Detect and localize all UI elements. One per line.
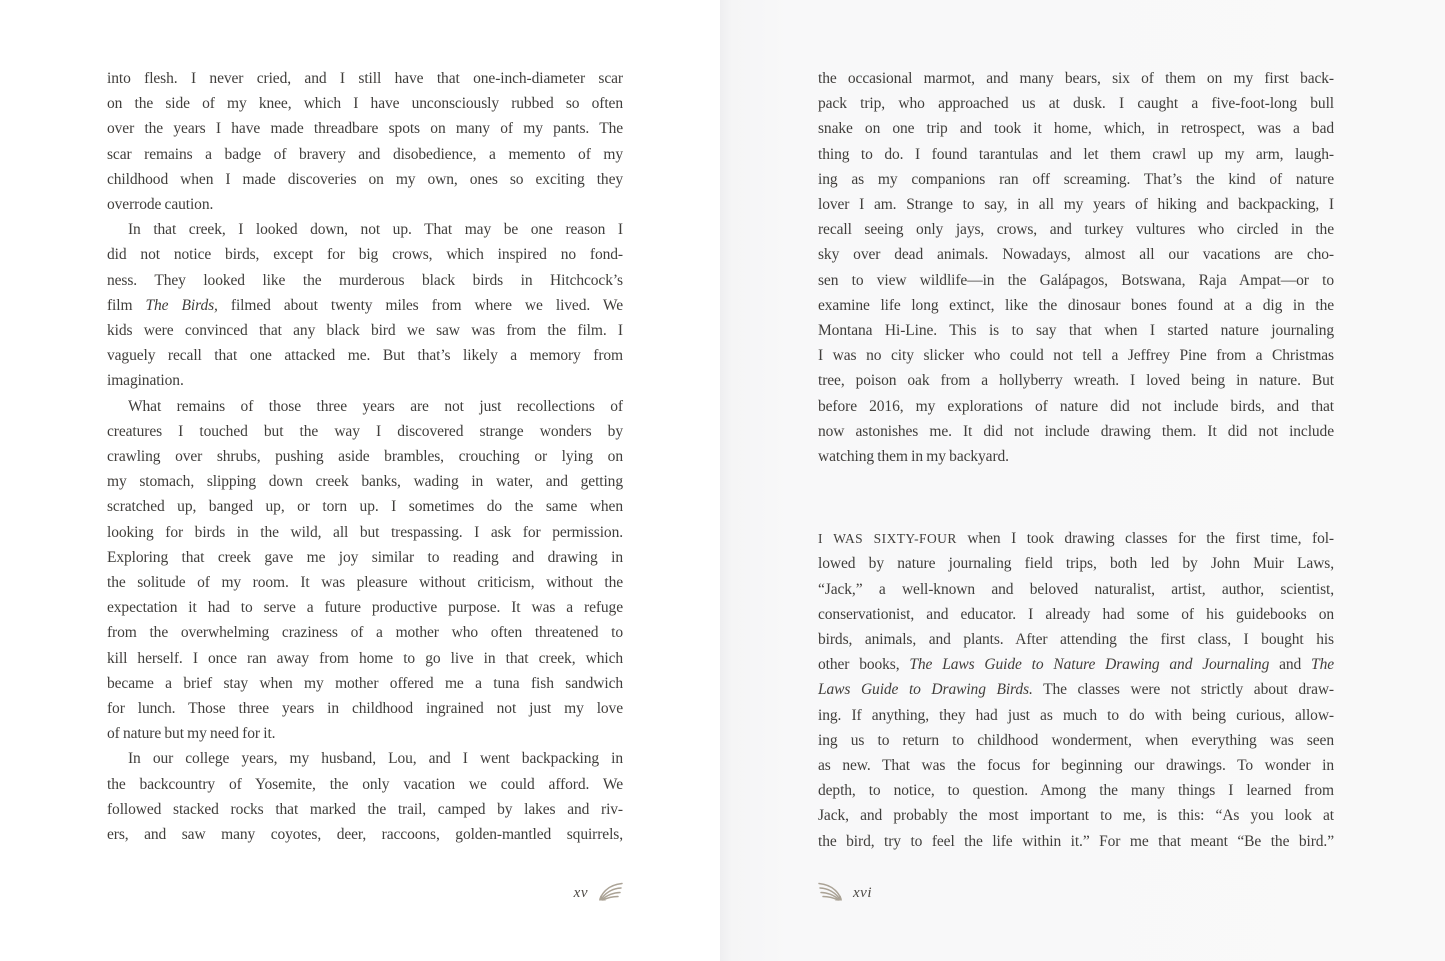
text-line [107, 268, 623, 293]
text-line [818, 242, 1334, 267]
text-segment: the occasional marmot, and many bears, six of them on my first back- [818, 70, 1334, 87]
text-line [107, 671, 623, 696]
text-line [107, 242, 623, 267]
text-segment: kill herself. I once ran away from home to go live in that creek, which [107, 649, 623, 667]
text-segment: became a brief stay when my mother offered me a tuna fish sandwich [107, 674, 623, 692]
text-line [107, 116, 623, 141]
text-segment: snake on one trip and took it home, which, in retrospect, was a bad [818, 120, 1334, 138]
italic-text: The [1311, 656, 1334, 674]
text-segment: crawling over shrubs, pushing aside brambles, crouching or lying on [107, 448, 623, 466]
text-segment: “Jack,” a well-known and beloved naturalist, artist, author, scientist, [818, 580, 1334, 598]
text-segment: looking for birds in the wild, all but trespassing. I ask for permission. [107, 523, 623, 541]
text-segment: Exploring that creek gave me joy similar to reading and drawing in [107, 548, 623, 566]
text-line [818, 753, 1334, 778]
text-segment: and [1269, 656, 1312, 674]
text-line [818, 551, 1334, 576]
text-line [818, 677, 1334, 702]
right-page-footer [818, 881, 1334, 909]
right-page-text [818, 66, 1334, 854]
text-line [818, 318, 1334, 343]
text-line [107, 520, 623, 545]
text-segment: the bird, try to feel the life within it.” For me that meant “Be the bird.” [818, 832, 1334, 850]
text-segment: ing. If anything, they had just as much to do with being curious, allow- [818, 706, 1334, 724]
text-segment: my stomach, slipping down creek banks, wading in water, and getting [107, 473, 623, 491]
text-line [818, 829, 1334, 854]
text-line [818, 192, 1334, 217]
text-segment: Jack, and probably the most important to me, is this: “As you look at [818, 807, 1334, 825]
text-line [818, 526, 1334, 551]
text-line [107, 797, 623, 822]
text-segment: lowed by nature journaling field trips, both led by John Muir Laws, [818, 555, 1334, 573]
text-segment: for lunch. Those three years in childhood ingrained not just my love [107, 700, 623, 718]
text-segment: I was no city slicker who could not tell a Jeffrey Pine from a Christmas [818, 347, 1334, 365]
feather-fan-ornament-icon [818, 882, 844, 909]
text-segment: expectation it had to serve a future productive purpose. It was a refuge [107, 599, 623, 617]
text-segment: the solitude of my room. It was pleasure without criticism, without the [107, 574, 623, 592]
text-segment: vaguely recall that one attacked me. But that’s likely a memory from [107, 347, 623, 365]
text-segment: ers, and saw many coyotes, deer, raccoons, golden-mantled squirrels, [107, 826, 623, 844]
text-line [818, 66, 1334, 91]
left-page [0, 0, 720, 961]
section-break [818, 469, 1334, 526]
text-line [107, 746, 623, 771]
text-segment: filmed about twenty miles from where we lived. We [217, 296, 624, 314]
text-line [107, 494, 623, 519]
text-segment: tree, poison oak from a hollyberry wreath. I loved being in nature. But [818, 372, 1334, 390]
text-segment: imagination. [107, 372, 184, 390]
text-line [107, 66, 623, 91]
text-segment: Montana Hi-Line. This is to say that when I started nature journaling [818, 322, 1334, 340]
text-segment: when I took drawing classes for the first time, fol- [956, 530, 1334, 548]
page-number: xvi [853, 885, 872, 901]
text-line [818, 419, 1334, 444]
text-segment: scratched up, banged up, or torn up. I sometimes do the same when [107, 498, 623, 516]
text-line [107, 646, 623, 671]
page-number: xv [573, 885, 588, 901]
text-segment: as new. That was the focus for beginning our drawings. To wonder in [818, 757, 1334, 775]
text-segment: did not notice birds, except for big crows, which inspired no fond- [107, 246, 623, 264]
text-line [818, 217, 1334, 242]
text-line [818, 703, 1334, 728]
text-line [107, 293, 623, 318]
feather-fan-ornament-icon [597, 882, 623, 909]
text-segment: of nature but my need for it. [107, 725, 276, 743]
text-line [107, 343, 623, 368]
text-line [818, 577, 1334, 602]
text-line [107, 91, 623, 116]
text-segment: followed stacked rocks that marked the trail, camped by lakes and riv- [107, 800, 623, 818]
text-segment: recall seeing only jays, crows, and turkey vultures who circled in the [818, 221, 1334, 239]
text-line [107, 469, 623, 494]
text-segment: childhood when I made discoveries on my own, ones so exciting they [107, 170, 623, 188]
text-segment: sky over dead animals. Nowadays, almost all our vacations are cho- [818, 246, 1334, 264]
text-segment: In that creek, I looked down, not up. That may be one reason I [128, 221, 623, 239]
text-line [818, 91, 1334, 116]
text-segment: now astonishes me. It did not include drawing them. It did not include [818, 422, 1334, 440]
text-line [818, 652, 1334, 677]
text-line [818, 394, 1334, 419]
right-page [720, 0, 1445, 961]
text-line [107, 419, 623, 444]
italic-text: The Birds, [145, 296, 218, 314]
text-segment: conservationist, and educator. I already had some of his guidebooks on [818, 605, 1334, 623]
text-segment: depth, to notice, to question. Among the many things I learned from [818, 782, 1334, 800]
text-line [818, 368, 1334, 393]
text-segment: What remains of those three years are not just recollections of [128, 397, 623, 415]
italic-text: Laws Guide to Drawing Birds. [818, 681, 1033, 699]
text-segment: In our college years, my husband, Lou, and I went backpacking in [128, 750, 623, 768]
text-line [107, 217, 623, 242]
text-line [818, 728, 1334, 753]
text-segment: other books, [818, 656, 910, 674]
text-line [107, 570, 623, 595]
text-line [818, 778, 1334, 803]
text-line [818, 602, 1334, 627]
text-line [107, 368, 623, 393]
left-page-text [107, 66, 623, 847]
text-line [107, 772, 623, 797]
text-segment: thing to do. I found tarantulas and let them crawl up my arm, laugh- [818, 145, 1334, 163]
text-segment: overrode caution. [107, 196, 214, 214]
text-line [107, 167, 623, 192]
italic-text: The Laws Guide to Nature Drawing and Journaling [909, 656, 1270, 674]
text-segment: from the overwhelming craziness of a mother who often threatened to [107, 624, 623, 642]
text-line [107, 545, 623, 570]
text-segment: birds, animals, and plants. After attending the first class, I bought his [818, 631, 1334, 649]
text-segment: lover I am. Strange to say, in all my years of hiking and backpacking, I [818, 196, 1334, 214]
text-line [107, 696, 623, 721]
text-segment: examine life long extinct, like the dinosaur bones found at a dig in the [818, 296, 1334, 314]
text-segment: The classes were not strictly about draw- [1032, 681, 1334, 699]
text-segment: kids were convinced that any black bird we saw was from the film. I [107, 322, 623, 340]
text-line [107, 318, 623, 343]
text-segment: watching them in my backyard. [818, 448, 1009, 466]
text-segment: film [107, 296, 146, 314]
text-line [107, 142, 623, 167]
smallcaps-text: I WAS SIXTY-FOUR [818, 531, 957, 547]
text-segment: into flesh. I never cried, and I still have that one-inch-diameter scar [107, 70, 623, 87]
text-line [818, 116, 1334, 141]
text-segment: creatures I touched but the way I discovered strange wonders by [107, 422, 623, 440]
left-page-footer [107, 881, 623, 909]
text-segment: pack trip, who approached us at dusk. I caught a five-foot-long bull [818, 95, 1334, 113]
text-segment: before 2016, my explorations of nature did not include birds, and that [818, 397, 1334, 415]
text-line [818, 803, 1334, 828]
text-line [818, 627, 1334, 652]
text-line [818, 142, 1334, 167]
text-line [818, 293, 1334, 318]
text-segment: ing us to return to childhood wonderment, when everything was seen [818, 731, 1334, 749]
text-line [107, 721, 623, 746]
text-line [107, 620, 623, 645]
text-segment: scar remains a badge of bravery and disobedience, a memento of my [107, 145, 623, 163]
text-segment: over the years I have made threadbare spots on many of my pants. The [107, 120, 623, 138]
text-line [818, 444, 1334, 469]
text-line [107, 595, 623, 620]
text-segment: sen to view wildlife—in the Galápagos, Botswana, Raja Ampat—or to [818, 271, 1334, 289]
text-segment: ness. They looked like the murderous black birds in Hitchcock’s [107, 271, 623, 289]
text-line [107, 822, 623, 847]
text-line [818, 268, 1334, 293]
text-line [818, 343, 1334, 368]
text-line [107, 394, 623, 419]
text-line [818, 167, 1334, 192]
text-line [107, 444, 623, 469]
text-segment: the backcountry of Yosemite, the only vacation we could afford. We [107, 775, 623, 793]
text-segment: ing as my companions ran off screaming. That’s the kind of nature [818, 170, 1334, 188]
text-line [107, 192, 623, 217]
text-segment: on the side of my knee, which I have unconsciously rubbed so often [107, 95, 623, 113]
